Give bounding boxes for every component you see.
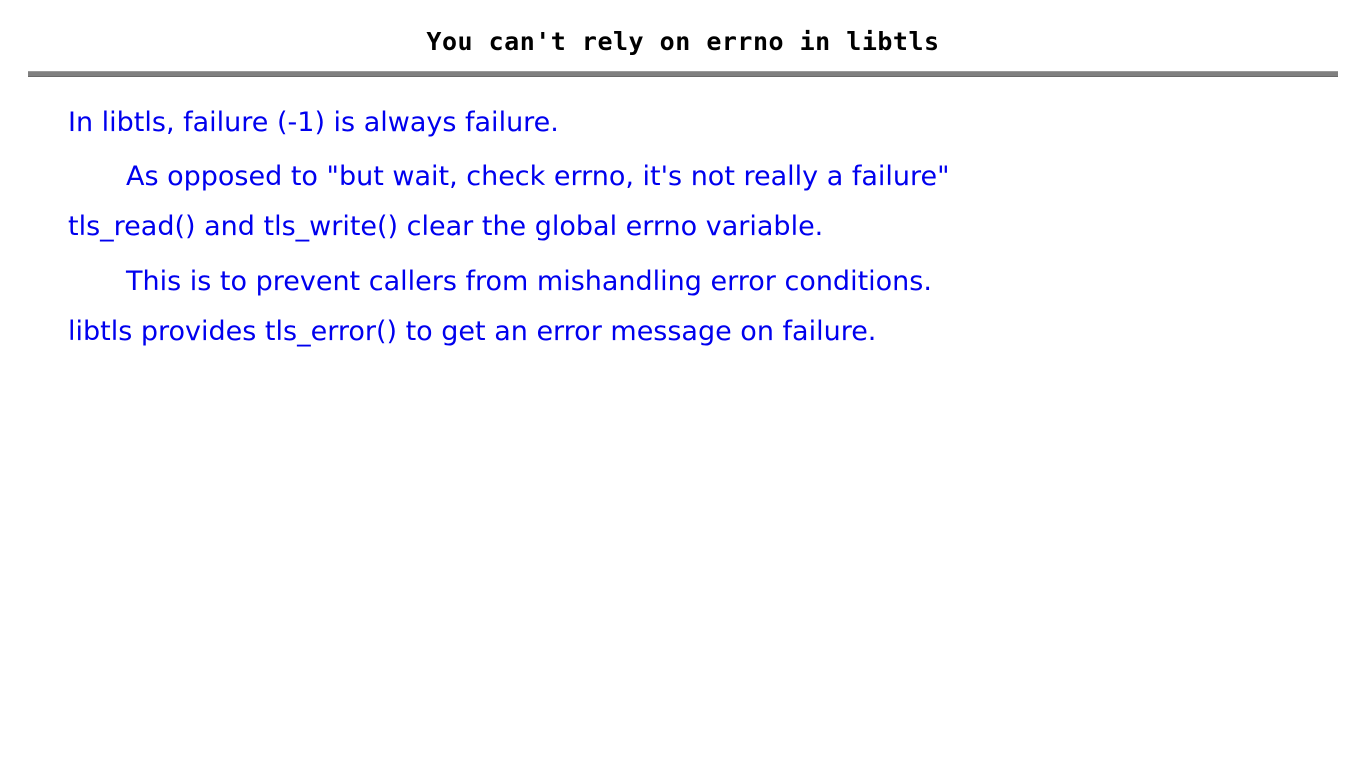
bullet-item: In libtls, failure (-1) is always failure. (68, 106, 559, 138)
slide-body (0, 77, 1366, 349)
page-title: You can't rely on errno in libtls (426, 27, 940, 56)
bullet-item: libtls provides tls_error() to get an error message on failure. (68, 316, 877, 348)
bullet-item: tls_read() and tls_write() clear the global errno variable. (68, 211, 824, 243)
bullet-item: As opposed to "but wait, check errno, it's not really a failure" (126, 160, 950, 192)
bullet-item: This is to prevent callers from mishandling error conditions. (126, 265, 932, 297)
